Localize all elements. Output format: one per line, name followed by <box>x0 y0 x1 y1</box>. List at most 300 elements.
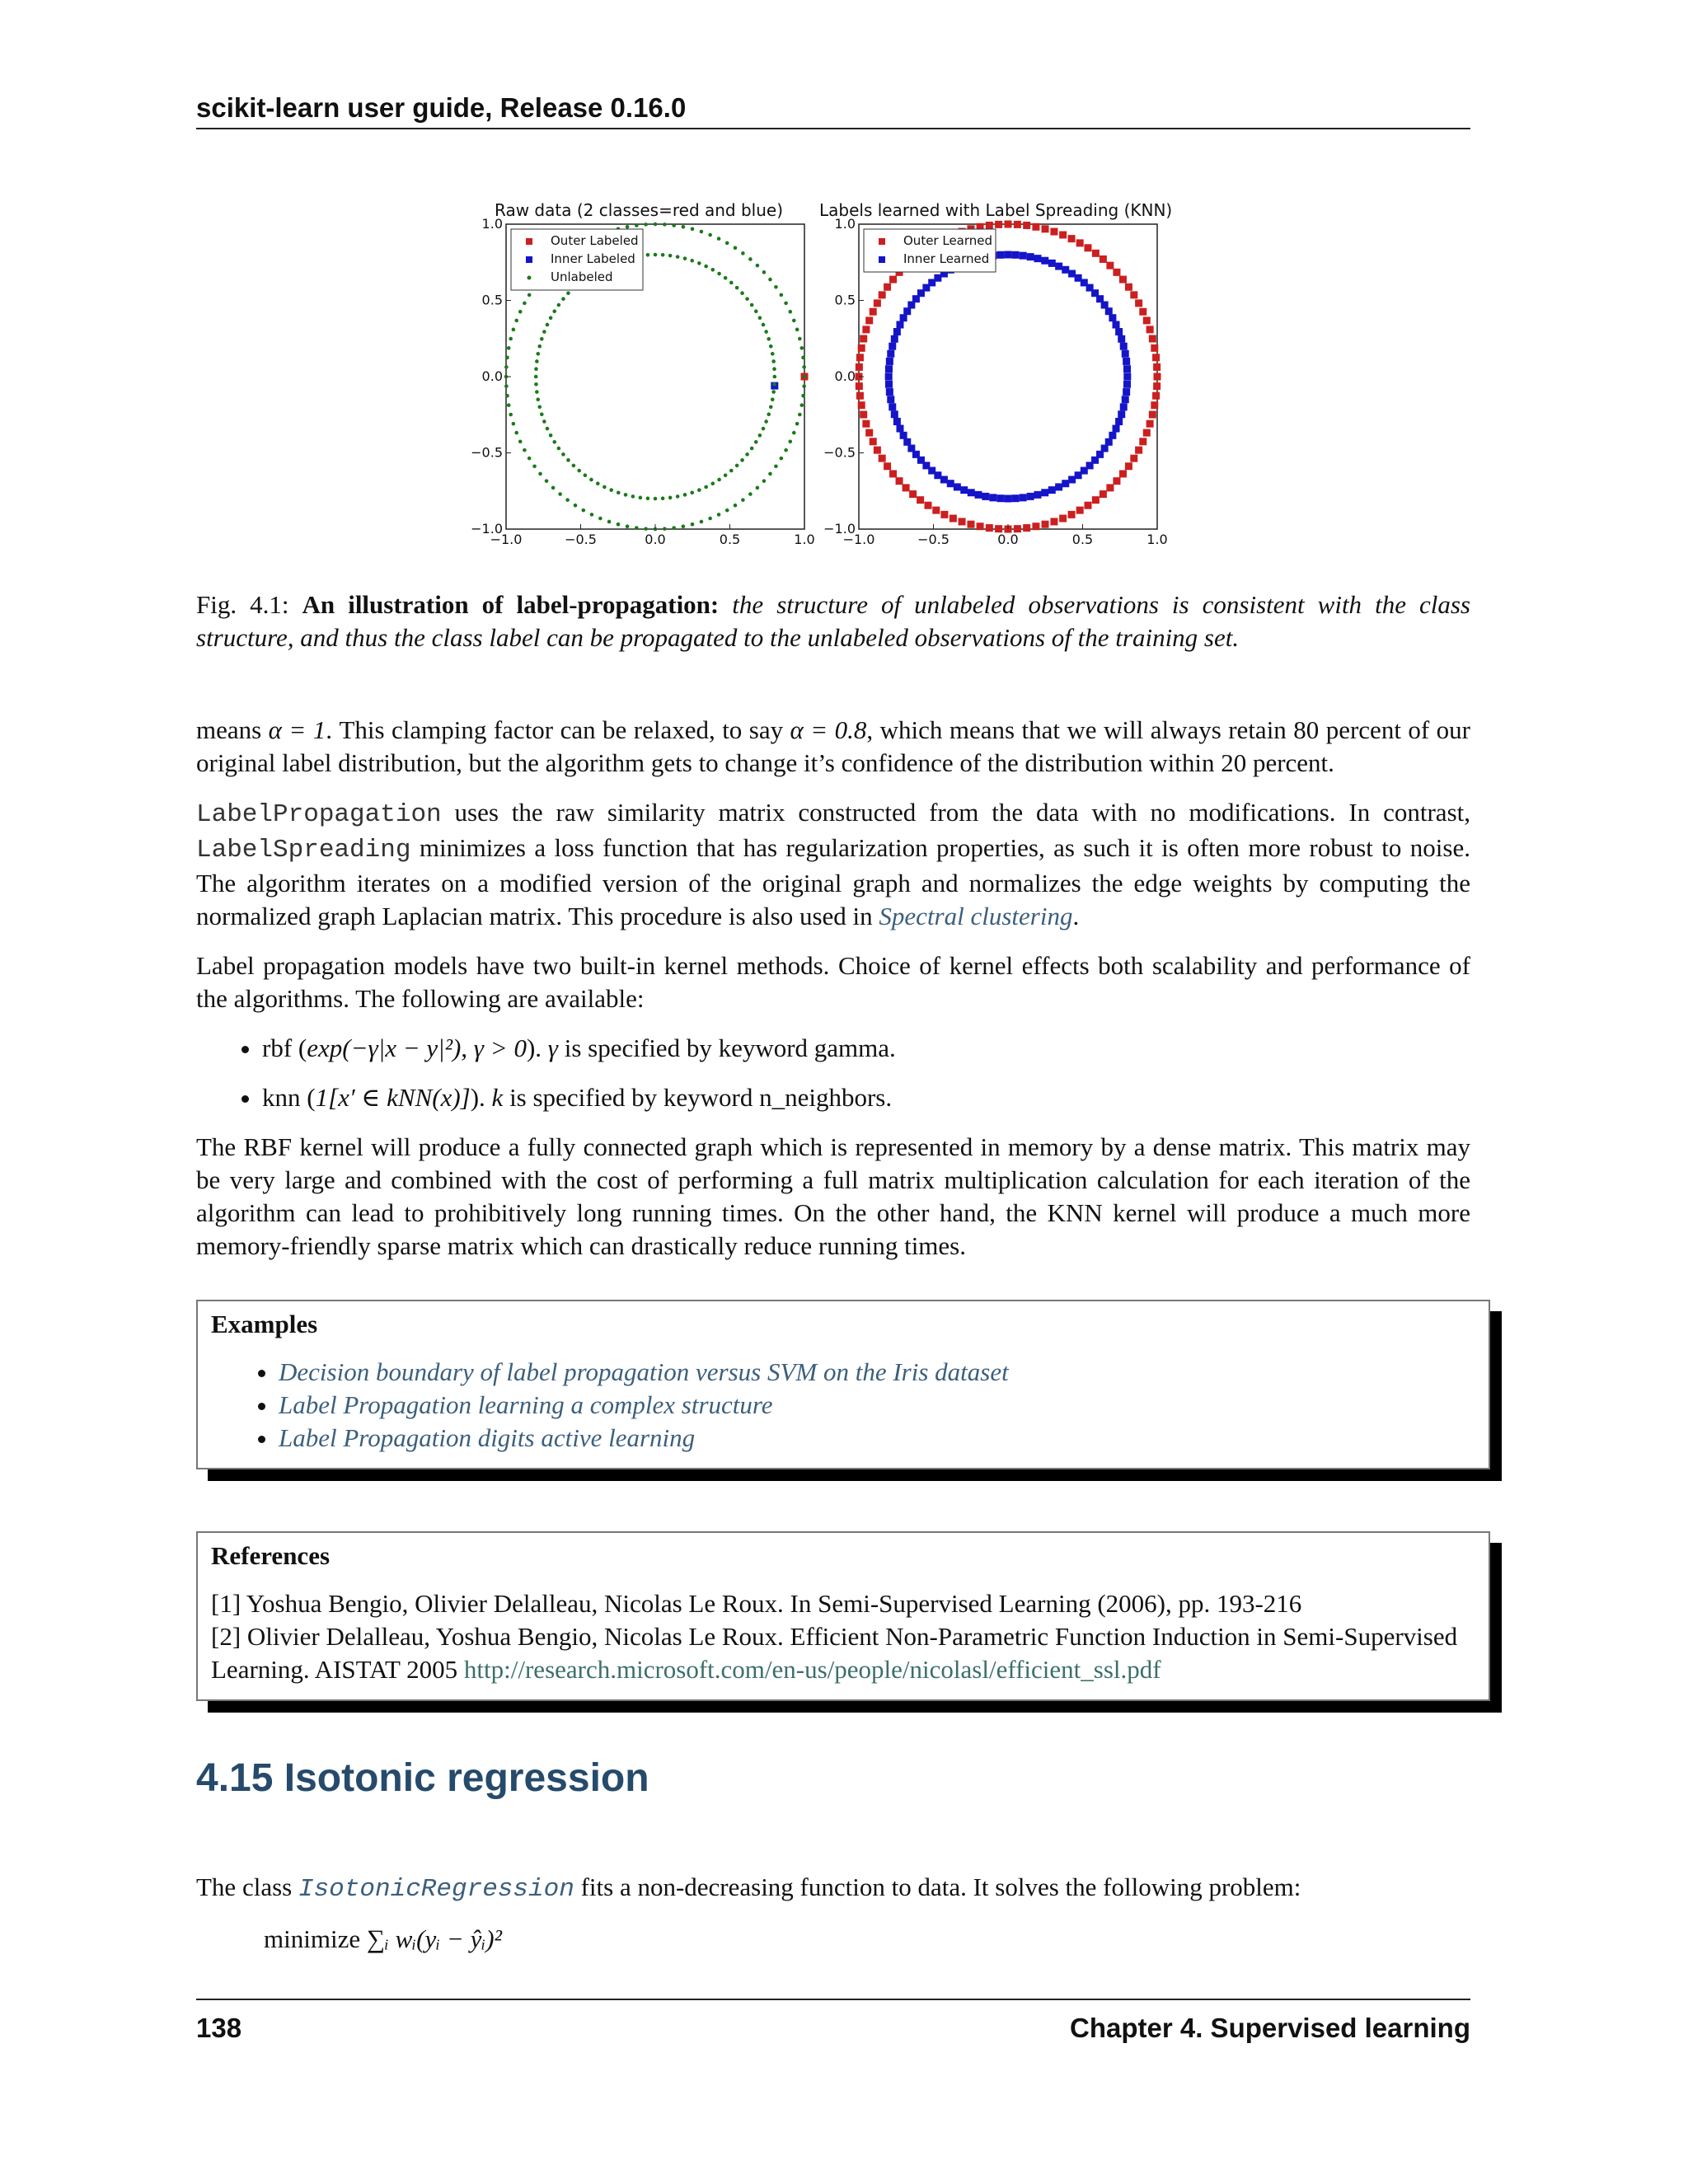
data-point <box>798 337 802 341</box>
data-point <box>1042 225 1049 232</box>
list-item <box>279 1389 1475 1422</box>
data-point <box>917 496 924 504</box>
data-point <box>1068 511 1076 518</box>
examples-title: Examples <box>211 1310 318 1338</box>
data-point <box>884 284 891 291</box>
data-point <box>537 344 542 349</box>
data-point <box>1027 253 1034 260</box>
data-point <box>542 330 546 334</box>
data-point <box>801 394 805 398</box>
data-point <box>509 413 513 417</box>
data-point <box>1055 263 1062 270</box>
data-point <box>989 494 996 501</box>
data-point <box>549 316 553 320</box>
data-point <box>1014 221 1021 228</box>
data-point <box>1152 392 1160 400</box>
data-point <box>1152 354 1160 361</box>
data-point <box>661 253 665 257</box>
data-point <box>896 321 903 328</box>
data-point <box>748 257 753 261</box>
data-point <box>668 254 673 258</box>
example-link-digits[interactable]: Label Propagation digits active learning <box>279 1423 696 1452</box>
data-point <box>1146 326 1154 333</box>
legend-marker-unlabeled <box>528 276 532 280</box>
data-point <box>799 346 804 350</box>
footer-rule <box>196 1999 1470 2000</box>
data-point <box>672 526 676 530</box>
data-point <box>802 365 806 369</box>
data-point <box>1005 495 1012 503</box>
data-point <box>1076 507 1084 514</box>
data-point <box>590 513 594 517</box>
data-point <box>769 344 773 349</box>
data-point <box>574 504 578 508</box>
data-point <box>903 438 911 446</box>
header-rule <box>196 128 1470 129</box>
data-point <box>865 429 873 437</box>
data-point <box>717 478 721 482</box>
x-tick-label: −1.0 <box>490 532 523 547</box>
data-point <box>1135 447 1142 454</box>
data-point <box>740 458 744 462</box>
data-point <box>561 297 565 301</box>
data-point <box>968 489 975 496</box>
data-point <box>507 346 511 350</box>
data-point <box>1034 491 1042 499</box>
data-point <box>903 484 910 491</box>
data-point <box>996 494 1004 502</box>
data-point <box>631 494 635 499</box>
data-point <box>788 439 792 443</box>
data-point <box>1113 269 1120 276</box>
right-legend <box>864 229 996 272</box>
data-point <box>950 515 957 523</box>
data-point <box>1100 490 1107 498</box>
data-point <box>1151 344 1158 352</box>
data-point <box>663 223 667 227</box>
data-point <box>635 526 639 530</box>
data-point <box>858 401 865 409</box>
data-point <box>1120 343 1128 350</box>
data-point <box>596 481 600 485</box>
left-scatter-plot <box>471 216 815 547</box>
list-item <box>279 1422 1475 1455</box>
data-point <box>889 403 896 410</box>
data-point <box>1105 307 1113 315</box>
data-point <box>540 337 544 341</box>
data-point <box>932 507 940 514</box>
data-point <box>758 316 762 320</box>
data-point <box>1005 221 1012 228</box>
data-point <box>893 418 901 425</box>
data-point <box>1032 523 1039 530</box>
data-point <box>885 365 893 373</box>
data-point <box>762 479 767 483</box>
data-point <box>661 496 665 500</box>
data-point <box>538 472 542 476</box>
data-point <box>862 326 870 333</box>
data-point <box>552 309 556 313</box>
example-link-complex-structure[interactable]: Label Propagation learning a complex structure <box>279 1390 773 1419</box>
data-point <box>788 310 792 314</box>
data-point <box>862 420 870 428</box>
x-tick-label: 0.0 <box>997 532 1019 547</box>
data-point <box>1050 228 1057 236</box>
data-point <box>1125 462 1132 470</box>
data-point <box>792 319 796 323</box>
data-point <box>893 328 901 335</box>
legend-inner-labeled: Inner Labeled <box>551 251 635 266</box>
data-point <box>745 452 749 457</box>
isotonic-regression-link[interactable]: IsotonicRegression <box>298 1875 574 1904</box>
reference-2-link[interactable]: http://research.microsoft.com/en-us/people/nicolasl/efficient_ssl.pdf <box>463 1655 1161 1684</box>
data-point <box>646 253 650 257</box>
data-point <box>1023 222 1030 229</box>
data-point <box>967 521 974 528</box>
data-point <box>889 276 897 284</box>
data-point <box>682 524 686 528</box>
data-point <box>1149 411 1156 419</box>
data-point <box>735 464 739 468</box>
data-point <box>518 439 523 443</box>
data-point <box>654 223 658 227</box>
data-point <box>528 457 532 461</box>
data-point <box>654 253 658 257</box>
data-point <box>764 419 768 424</box>
data-point <box>717 237 721 241</box>
data-point <box>512 422 516 426</box>
examples-box <box>196 1300 1490 1469</box>
data-point <box>505 394 509 398</box>
data-point <box>1153 363 1160 371</box>
data-point <box>879 291 886 298</box>
data-point <box>767 412 771 416</box>
data-point <box>626 225 630 229</box>
data-point <box>609 488 613 492</box>
data-point <box>561 452 565 457</box>
data-point <box>795 328 799 332</box>
data-point <box>1105 438 1113 446</box>
data-point <box>1113 321 1120 328</box>
data-point <box>1020 252 1027 260</box>
data-point <box>801 356 805 360</box>
data-point <box>754 309 758 313</box>
data-point <box>802 384 806 388</box>
data-point <box>940 511 948 518</box>
data-point <box>697 488 701 492</box>
paragraph-label-spreading: LabelPropagation uses the raw similarity matrix constructed from the data with no modifications. In contrast, LabelSpreading minimizes a loss function that has regularization properties, as such it is often more robust to noise. The algorithm iterates on a modified version of the original graph and normalizes the edge weights by computing the normalized graph Laplacian matrix. This procedure is also used in Spectral clustering. <box>196 798 1470 930</box>
data-point <box>542 419 546 424</box>
data-point <box>903 307 911 315</box>
data-point <box>771 390 776 394</box>
data-point <box>856 392 864 400</box>
examples-list <box>211 1356 1475 1455</box>
spectral-clustering-link[interactable]: Spectral clustering <box>879 902 1073 930</box>
references-box <box>196 1531 1490 1701</box>
x-tick-label: −1.0 <box>842 532 875 547</box>
data-point <box>683 256 687 260</box>
data-point <box>551 486 556 490</box>
data-point <box>860 411 867 419</box>
data-point <box>1119 470 1127 477</box>
data-point <box>887 396 894 403</box>
data-point <box>603 485 607 490</box>
data-point <box>986 222 993 229</box>
data-point <box>607 520 612 524</box>
data-point <box>672 223 676 227</box>
data-point <box>886 388 893 396</box>
data-point <box>589 478 593 482</box>
data-point <box>1068 235 1076 242</box>
data-point <box>690 259 694 263</box>
data-point <box>748 492 753 496</box>
data-point <box>1050 518 1057 525</box>
data-point <box>792 431 796 435</box>
data-point <box>523 302 527 306</box>
data-point <box>549 434 553 438</box>
y-tick-label: 1.0 <box>834 216 856 232</box>
data-point <box>717 513 721 517</box>
y-tick-label: 0.5 <box>834 292 856 308</box>
data-point <box>1154 373 1161 381</box>
data-point <box>1041 489 1048 496</box>
example-link-iris[interactable]: Decision boundary of label propagation versus SVM on the Iris dataset <box>279 1357 1009 1386</box>
caption-prefix: Fig. 4.1: <box>196 590 302 619</box>
data-point <box>784 448 788 452</box>
legend-marker-outer-labeled <box>526 238 532 245</box>
data-point <box>900 314 907 321</box>
data-point <box>617 523 621 527</box>
data-point <box>886 358 893 365</box>
caption-bold: An illustration of label-propagation: <box>302 590 720 619</box>
data-point <box>584 473 588 477</box>
data-point <box>762 427 766 431</box>
data-point <box>507 403 511 407</box>
data-point <box>1151 401 1158 409</box>
data-point <box>1130 291 1137 298</box>
references-title: References <box>211 1541 331 1570</box>
data-point <box>772 367 776 371</box>
data-point <box>724 473 728 477</box>
caption-italic: the structure of unlabeled observations is consistent with the class structure, and thus the class label can be propagated to the unlabeled observations of the training set. <box>196 590 1471 652</box>
data-point <box>1059 515 1067 523</box>
data-point <box>1118 335 1125 343</box>
data-point <box>708 517 712 521</box>
data-point <box>1076 239 1084 246</box>
paragraph-isotonic: The class IsotonicRegression fits a non-decreasing function to data. It solves the following problem: <box>196 1872 1301 1904</box>
data-point <box>1106 262 1114 269</box>
data-point <box>879 455 886 462</box>
data-point <box>1115 418 1123 425</box>
data-point <box>1135 299 1142 307</box>
data-point <box>644 527 648 531</box>
reference-2: [2] Olivier Delalleau, Yoshua Bengio, Nicolas Le Roux. Efficient Non-Parametric Function Induction in Semi-Supervised Learning. AISTAT 2005 http://research.microsoft.com/en-us/people/nicolasl/efficient_ssl.pdf <box>211 1622 1458 1684</box>
data-point <box>795 422 799 426</box>
page-number: 138 <box>196 2013 242 2043</box>
data-point <box>798 413 802 417</box>
data-point <box>1109 314 1116 321</box>
data-point <box>1084 244 1091 251</box>
data-point <box>577 469 581 473</box>
data-point <box>654 497 658 501</box>
data-point <box>546 427 550 431</box>
kernel-list <box>196 1032 1470 1114</box>
data-point <box>982 493 989 500</box>
data-point <box>566 458 570 462</box>
section-heading-isotonic: 4.15 Isotonic regression <box>196 1756 649 1800</box>
label-propagation-figure <box>462 198 1220 560</box>
data-point <box>1123 388 1130 396</box>
list-item: • knn (1[x′ ∈ kNN(x)]). k is specified by keyword n_neighbors. <box>262 1081 1470 1114</box>
data-point <box>1146 420 1154 428</box>
data-point <box>1068 270 1076 278</box>
paragraph-kernels: Label propagation models have two built-in kernel methods. Choice of kernel effects both scalability and performance of the algorithms. The following are available: <box>196 951 1470 1013</box>
x-tick-label: 0.5 <box>1071 532 1094 547</box>
chapter-label: Chapter 4. Supervised learning <box>1070 2013 1470 2043</box>
data-point <box>772 382 776 387</box>
data-point <box>700 520 704 524</box>
data-point <box>1123 381 1131 388</box>
data-point <box>532 464 537 468</box>
data-point <box>534 382 538 387</box>
data-point <box>860 335 867 342</box>
main-body <box>196 714 1470 1279</box>
data-point <box>1125 284 1132 291</box>
data-point <box>717 272 721 276</box>
data-point <box>1048 486 1056 494</box>
data-point <box>572 464 576 468</box>
data-point <box>896 425 903 433</box>
data-point <box>1122 396 1129 403</box>
data-point <box>512 328 516 332</box>
x-tick-label: 1.0 <box>794 532 815 547</box>
data-point <box>1012 494 1020 502</box>
data-point <box>535 359 539 363</box>
running-header: scikit-learn user guide, Release 0.16.0 <box>196 92 687 123</box>
data-point <box>1092 250 1100 257</box>
data-point <box>582 509 586 513</box>
data-point <box>774 464 778 468</box>
data-point <box>518 310 523 314</box>
y-tick-label: −0.5 <box>823 444 856 461</box>
x-tick-label: 1.0 <box>1146 532 1168 547</box>
data-point <box>771 397 775 401</box>
data-point <box>803 375 807 379</box>
data-point <box>909 490 917 498</box>
data-point <box>708 233 712 237</box>
data-point <box>1041 257 1048 265</box>
data-point <box>1055 483 1062 490</box>
data-point <box>700 230 704 234</box>
data-point <box>646 496 650 500</box>
data-point <box>505 356 509 360</box>
data-point <box>691 227 695 232</box>
data-point <box>758 434 762 438</box>
data-point <box>1120 403 1128 410</box>
data-point <box>514 319 518 323</box>
data-point <box>691 523 695 527</box>
data-point <box>1106 484 1114 491</box>
data-point <box>683 493 687 497</box>
data-point <box>1005 251 1012 259</box>
data-point <box>1122 350 1129 358</box>
data-point <box>540 412 544 416</box>
data-point <box>769 405 773 410</box>
data-point <box>780 457 784 461</box>
data-point <box>996 251 1004 259</box>
data-point <box>1020 494 1027 501</box>
data-point <box>986 524 993 532</box>
data-point <box>1130 455 1137 462</box>
data-point <box>768 472 772 476</box>
data-point <box>557 447 561 451</box>
legend-inner-learned: Inner Learned <box>903 251 990 266</box>
isotonic-formula: minimize ∑ᵢ wᵢ(yᵢ − ŷᵢ)² <box>264 1924 502 1953</box>
data-point <box>900 432 907 439</box>
data-point <box>1012 251 1020 259</box>
data-point <box>974 491 982 499</box>
data-point <box>762 270 767 274</box>
data-point <box>729 281 734 285</box>
legend-outer-learned: Outer Learned <box>903 233 993 248</box>
data-point <box>565 498 570 502</box>
data-point <box>1153 382 1160 390</box>
data-point <box>663 527 667 531</box>
data-point <box>725 241 729 246</box>
figure-caption <box>196 588 1470 654</box>
data-point <box>960 486 968 494</box>
data-point <box>856 382 863 390</box>
data-point <box>756 264 760 268</box>
data-point <box>535 390 539 394</box>
data-point <box>1100 255 1107 263</box>
data-point <box>710 268 715 272</box>
data-point <box>1149 335 1156 342</box>
list-item <box>279 1356 1475 1389</box>
legend-unlabeled: Unlabeled <box>551 269 613 284</box>
data-point <box>865 316 873 324</box>
data-point <box>697 261 701 265</box>
data-point <box>947 480 954 487</box>
paragraph-rbf-knn: The RBF kernel will produce a fully connected graph which is represented in memory by a dense matrix. This matrix may be very large and combined with the cost of performing a full matrix multiplication calculation for each iteration of the algorithm can lead to prohibitively long running times. On the other hand, the KNN kernel will produce a much more memory-friendly sparse matrix which can drastically reduce running times. <box>196 1132 1470 1260</box>
list-item: • rbf (exp(−γ|x − y|²), γ > 0). γ is specified by keyword gamma. <box>262 1032 1470 1065</box>
data-point <box>545 479 549 483</box>
data-point <box>954 483 961 490</box>
data-point <box>773 375 777 379</box>
reference-1: [1] Yoshua Bengio, Olivier Delalleau, Nicolas Le Roux. In Semi-Supervised Learning (2006), pp. 193-216 <box>211 1589 1302 1618</box>
data-point <box>528 293 532 298</box>
y-tick-label: −1.0 <box>823 521 856 537</box>
data-point <box>1113 477 1120 485</box>
right-scatter-plot <box>823 216 1168 547</box>
data-point <box>514 431 518 435</box>
data-point <box>977 523 984 530</box>
data-point <box>635 223 639 227</box>
data-point <box>1143 429 1151 437</box>
data-point <box>858 344 865 352</box>
data-point <box>639 496 643 500</box>
data-point <box>598 517 603 521</box>
data-point <box>1139 308 1146 316</box>
data-point <box>704 265 708 269</box>
data-point <box>1123 365 1131 373</box>
data-point <box>523 448 527 452</box>
y-tick-label: 0.0 <box>834 368 856 384</box>
data-point <box>676 494 680 499</box>
data-point <box>1032 223 1039 231</box>
data-point <box>1119 276 1127 284</box>
data-point <box>756 486 760 490</box>
